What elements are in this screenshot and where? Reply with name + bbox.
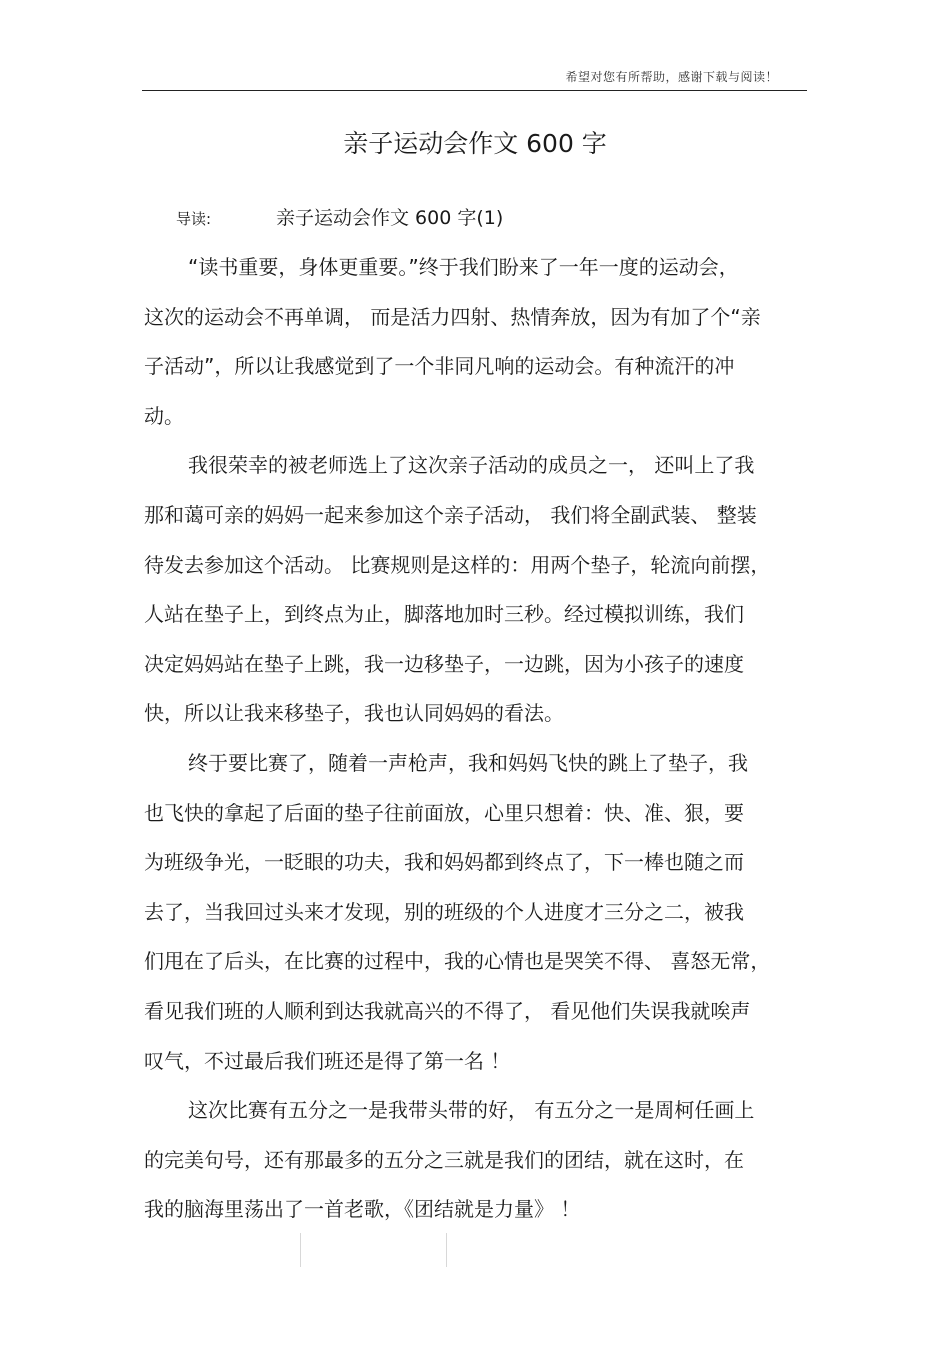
text-line: 动。 xyxy=(144,403,184,428)
text-line: 那和蔼可亲的妈妈一起来参加这个亲子活动， 我们将全副武装、 整装 xyxy=(144,502,757,527)
guide-text: 亲子运动会作文 600 字(1) xyxy=(276,207,504,229)
guide-label: 导读: xyxy=(176,210,212,228)
text-line: 看见我们班的人顺利到达我就高兴的不得了， 看见他们失误我就唉声 xyxy=(144,998,751,1023)
text-line: 为班级争光，一眨眼的功夫，我和妈妈都到终点了，下一棒也随之而 xyxy=(144,850,744,875)
text-line: 我的脑海里荡出了一首老歌，《团结就是力量》 ！ xyxy=(144,1197,581,1222)
text-line: 叹气，不过最后我们班还是得了第一名 ！ xyxy=(144,1048,511,1073)
scan-artifact-line xyxy=(300,1233,301,1267)
text-line: 快，所以让我来移垫子，我也认同妈妈的看法。 xyxy=(144,701,564,726)
text-line: 待发去参加这个活动。 比赛规则是这样的：用两个垫子，轮流向前摆， xyxy=(144,552,771,577)
header-divider xyxy=(142,90,807,91)
text-line: 子活动”，所以让我感觉到了一个非同凡响的运动会。有种流汗的冲 xyxy=(144,354,735,379)
scan-artifact-line xyxy=(446,1233,447,1267)
header-note: 希望对您有所帮助，感谢下载与阅读！ xyxy=(565,70,778,84)
text-line: 去了，当我回过头来才发现，别的班级的个人进度才三分之二，被我 xyxy=(144,899,744,924)
text-line: 们甩在了后头，在比赛的过程中，我的心情也是哭笑不得、 喜怒无常， xyxy=(144,949,771,974)
text-line: 的完美句号，还有那最多的五分之三就是我们的团结，就在这时，在 xyxy=(144,1147,744,1172)
text-line: 终于要比赛了，随着一声枪声，我和妈妈飞快的跳上了垫子，我 xyxy=(188,750,748,775)
text-line: 我很荣幸的被老师选上了这次亲子活动的成员之一， 还叫上了我 xyxy=(188,453,755,478)
text-line: 人站在垫子上，到终点为止，脚落地加时三秒。经过模拟训练，我们 xyxy=(144,602,744,627)
text-line: 决定妈妈站在垫子上跳，我一边移垫子，一边跳，因为小孩子的速度 xyxy=(144,651,744,676)
guide-line xyxy=(176,203,503,230)
text-line: 也飞快的拿起了后面的垫子往前面放，心里只想着：快、准、狠，要 xyxy=(144,800,744,825)
text-line: 这次比赛有五分之一是我带头带的好， 有五分之一是周柯任画上 xyxy=(188,1098,755,1123)
article-body xyxy=(144,249,809,1241)
text-line: “读书重要，身体更重要。”终于我们盼来了一年一度的运动会， xyxy=(188,255,739,279)
page-title: 亲子运动会作文 600 字 xyxy=(343,129,607,158)
text-line: 这次的运动会不再单调， 而是活力四射、热情奔放，因为有加了个“亲 xyxy=(144,304,761,329)
